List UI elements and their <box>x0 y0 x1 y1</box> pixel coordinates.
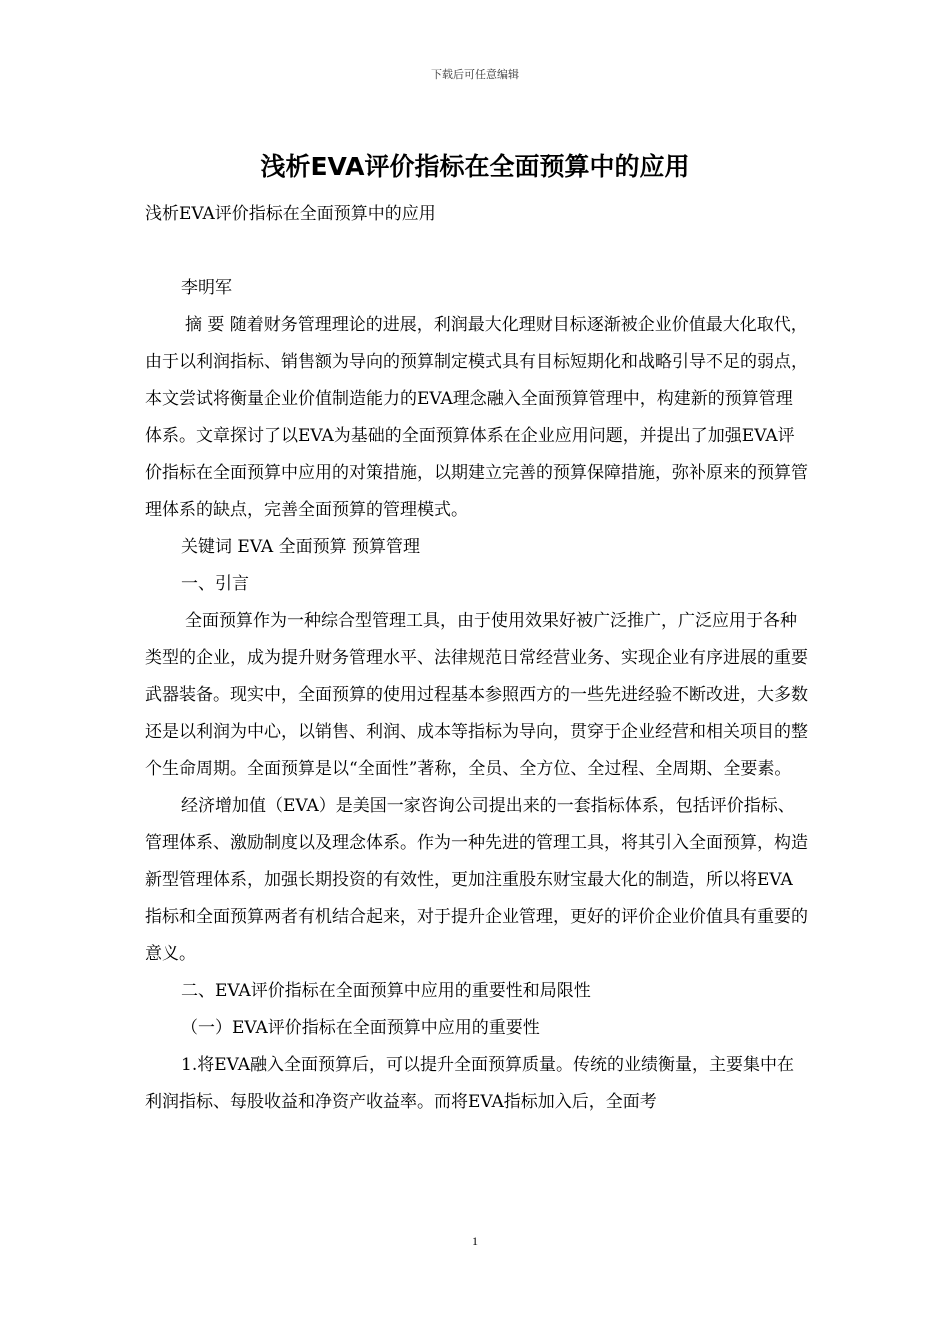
page-number: 1 <box>472 1234 478 1248</box>
subtitle: 浅析EVA评价指标在全面预算中的应用 <box>145 204 436 224</box>
paragraph-comprehensive-budget: 全面预算作为一种综合型管理工具，由于使用效果好被广泛推广，广泛应用于各种类型的企业，成为提升财务管理水平、法律规范日常经营业务、实现企业有序进展的重要武器装备。现实中，全面预算的使用过程基本参照西方的一些先进经验不断改进，大多数还是以利润为中心，以销售、利润、成本等指标为导向，贯穿于企业经营和相关项目的整个生命周期。全面预算是以“全面性”著称，全员、全方位、全过程、全周期、全要素。 <box>145 611 808 779</box>
keywords: 关键词 EVA 全面预算 预算管理 <box>181 537 421 557</box>
abstract-paragraph: 摘 要 随着财务管理理论的进展，利润最大化理财目标逐渐被企业价值最大化取代，由于以利润指标、销售额为导向的预算制定模式具有目标短期化和战略引导不足的弱点，本文尝试将衡量企业价值制造能力的EVA理念融入全面预算管理中，构建新的预算管理体系。文章探讨了以EVA为基础的全面预算体系在企业应用问题，并提出了加强EVA评价指标在全面预算中应用的对策措施，以期建立完善的预算保障措施，弥补原来的预算管理体系的缺点，完善全面预算的管理模式。 <box>145 315 808 520</box>
subsection-heading-importance: （一）EVA评价指标在全面预算中应用的重要性 <box>181 1018 540 1038</box>
author: 李明军 <box>181 278 232 298</box>
document-title: 浅析EVA评价指标在全面预算中的应用 <box>260 152 690 181</box>
blank-line <box>145 233 809 270</box>
section-heading-importance-limitations: 二、EVA评价指标在全面预算中应用的重要性和局限性 <box>181 981 591 1001</box>
paragraph-point-1: 1.将EVA融入全面预算后，可以提升全面预算质量。传统的业绩衡量，主要集中在利润指标、每股收益和净资产收益率。而将EVA指标加入后，全面考 <box>145 1055 795 1112</box>
paragraph-eva-definition: 经济增加值（EVA）是美国一家咨询公司提出来的一套指标体系，包括评价指标、管理体系、激励制度以及理念体系。作为一种先进的管理工具，将其引入全面预算，构造新型管理体系，加强长期投资的有效性，更加注重股东财宝最大化的制造，所以将EVA指标和全面预算两者有机结合起来，对于提升企业管理，更好的评价企业价值具有重要的意义。 <box>145 796 808 964</box>
header-note: 下载后可任意编辑 <box>431 68 519 81</box>
section-heading-introduction: 一、引言 <box>181 574 249 594</box>
document-body <box>145 196 809 1121</box>
